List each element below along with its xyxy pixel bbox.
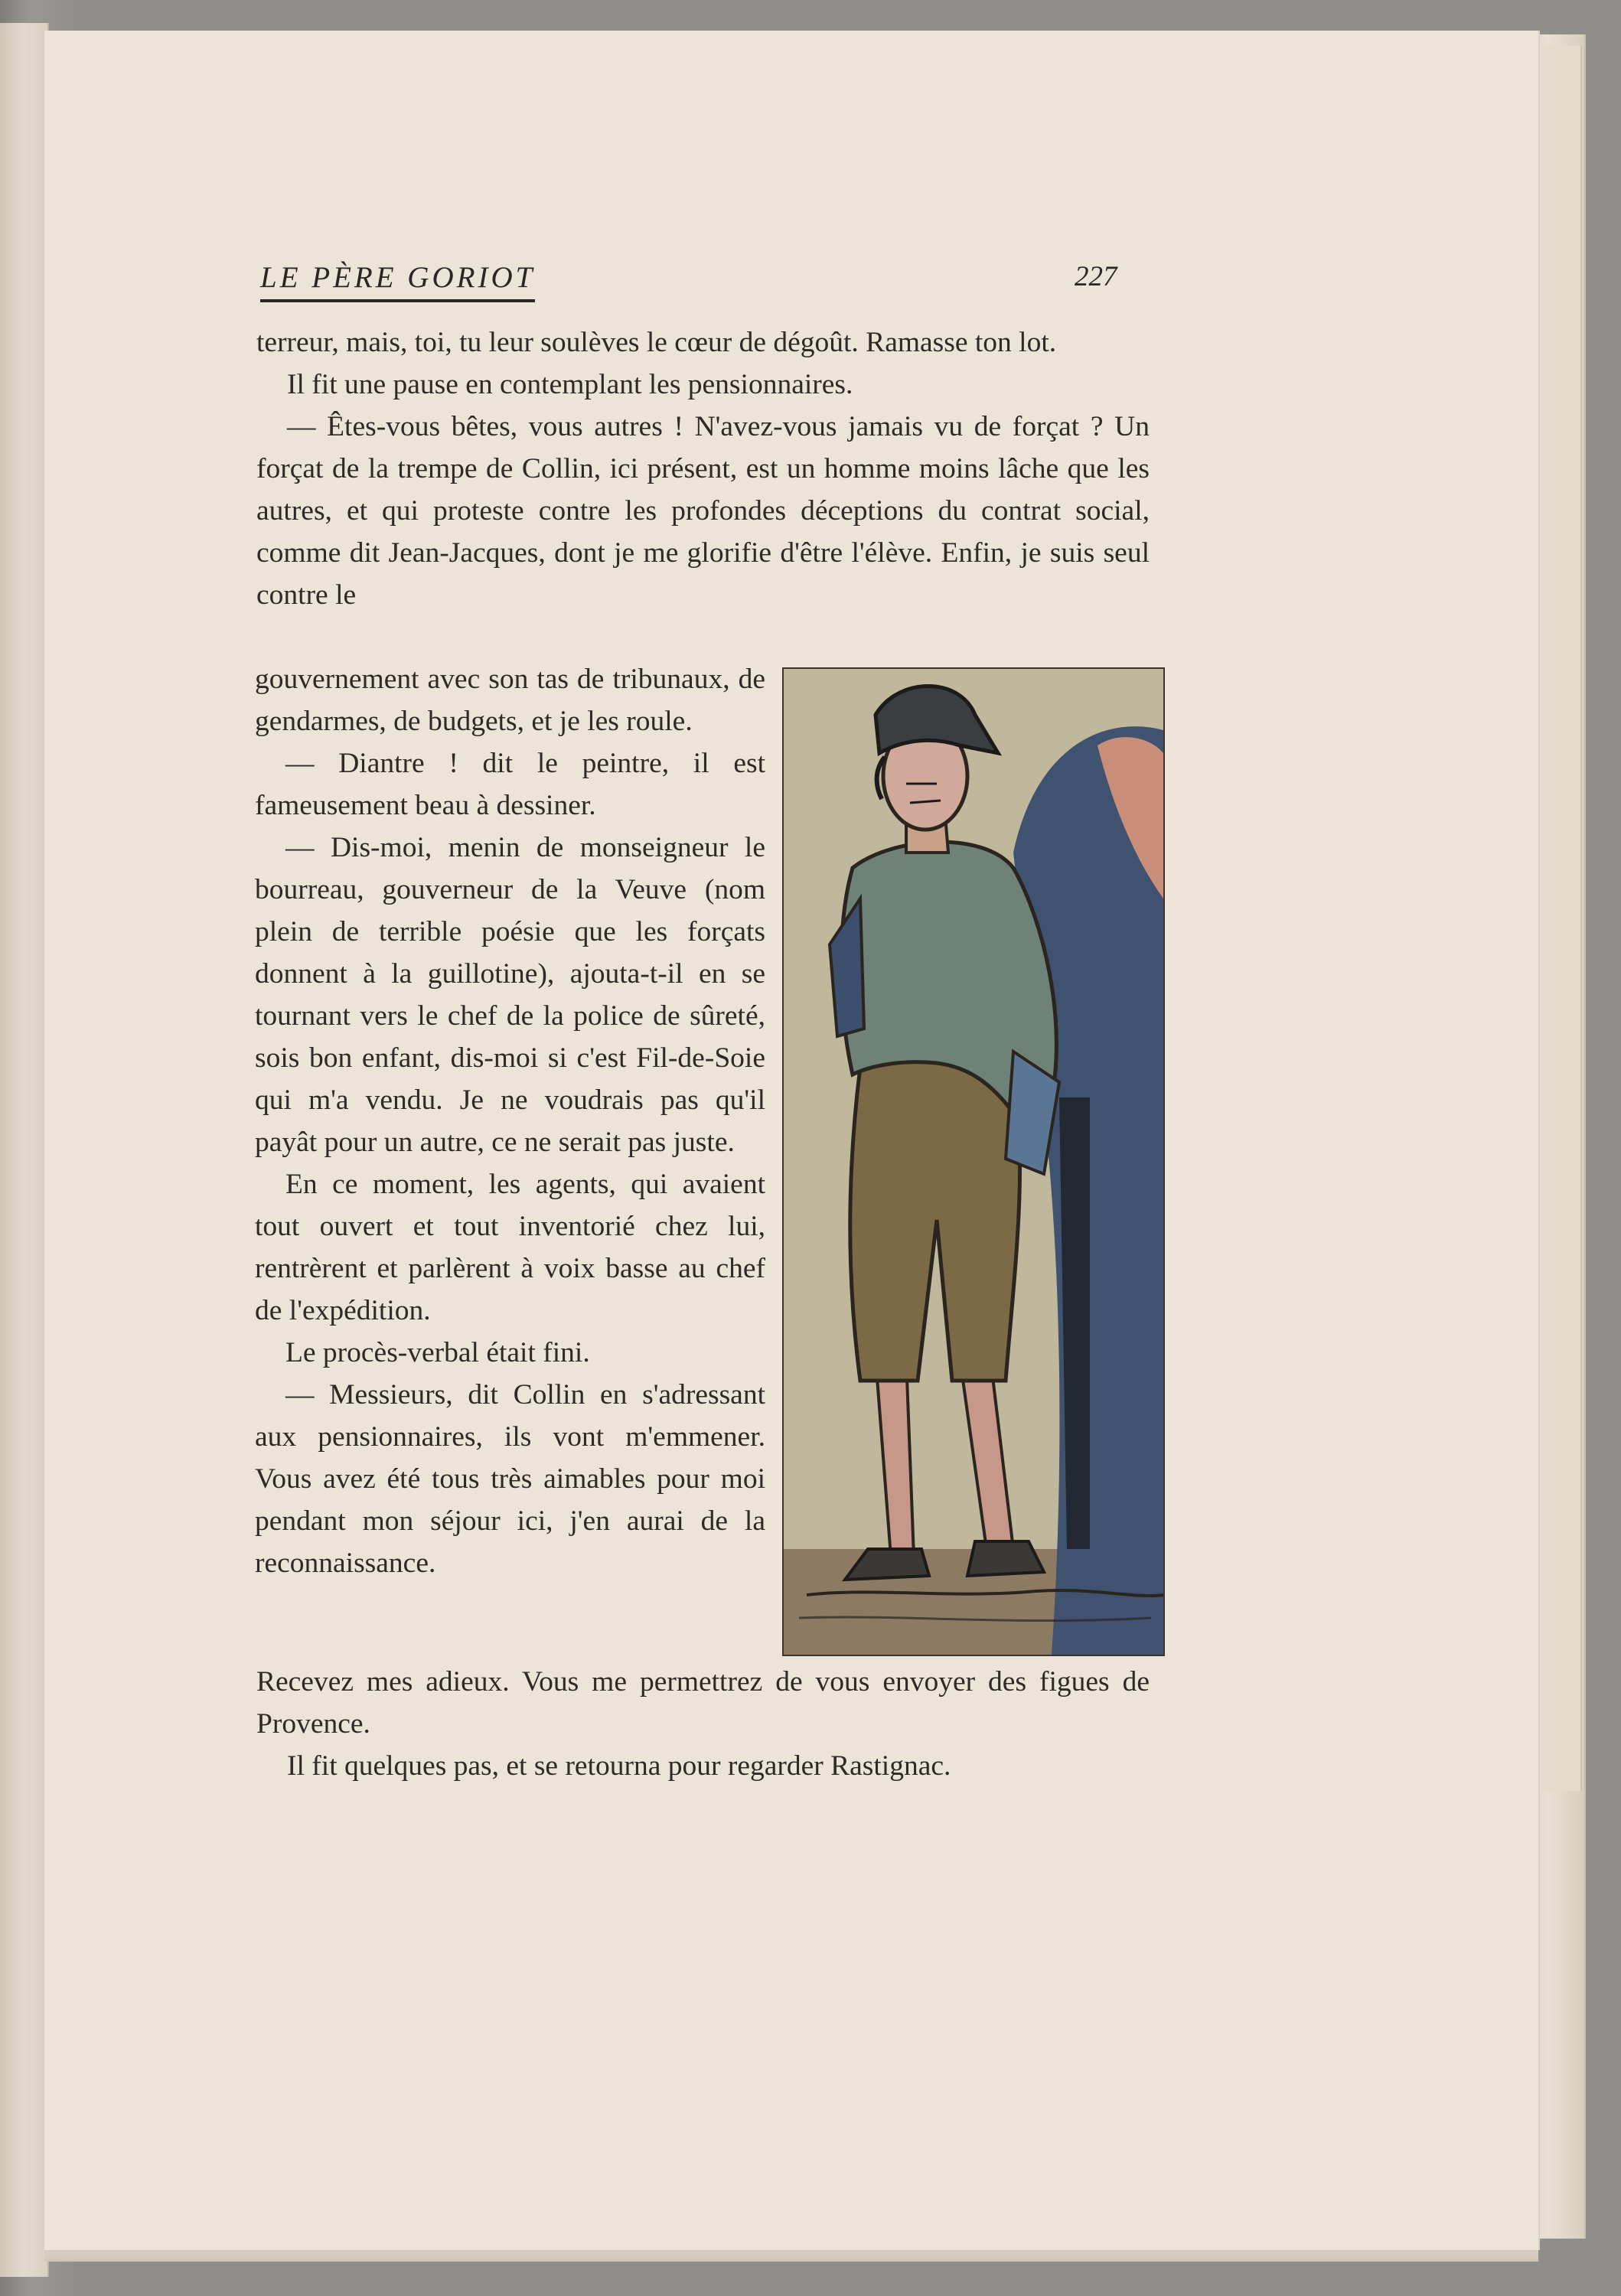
paragraph: — Messieurs, dit Collin en s'adressant aux pensionnaires, ils vont m'emmener. Vous avez été tous très aimables pour moi pendant mon séjour ici, j'en aurai de la reconnaissance. [255,1379,765,1579]
paragraph: — Dis-moi, menin de monseigneur le bourreau, gouverneur de la Veuve (nom plein de terrible poésie que les forçats donnent à la guillotine), ajouta-t-il en se tournant vers le chef de la police de sûreté, sois bon enfant, dis-moi si c'est Fil-de-Soie qui m'a vendu. Je ne voudrais pas qu'il payât pour un autre, ce ne serait pas juste. [255,832,765,1158]
paragraph: Recevez mes adieux. Vous me permettrez de vous envoyer des figues de Provence. [256,1666,1150,1740]
paragraph: — Diantre ! dit le peintre, il est fameusement beau à dessiner. [255,748,765,821]
paragraph: Il fit une pause en contemplant les pensionnaires. [287,369,853,400]
text-block-beside-illustration [255,658,765,1584]
page-number: 227 [1075,261,1117,292]
left-page-edge [0,23,49,2277]
text-block-top [256,321,1150,616]
paragraph: terreur, mais, toi, tu leur soulèves le cœur de dégoût. Ramasse ton lot. [256,327,1057,358]
paragraph: En ce moment, les agents, qui avaient tout ouvert et tout inventorié chez lui, rentrèrent et parlèrent à voix basse au chef de l'expédition. [255,1169,765,1326]
paragraph: Il fit quelques pas, et se retourna pour regarder Rastignac. [287,1750,951,1782]
paragraph: — Êtes-vous bêtes, vous autres ! N'avez-vous jamais vu de forçat ? Un forçat de la trempe de Collin, ici présent, est un homme moins lâche que les autres, et qui proteste contre les profondes déceptions du contrat social, comme dit Jean-Jacques, dont je me glorifie d'être l'élève. Enfin, je suis seul contre le [256,411,1150,611]
paragraph: gouvernement avec son tas de tribunaux, de gendarmes, de budgets, et je les roule. [255,664,765,737]
right-page-leaf-inner [1538,46,1582,1791]
convict-illustration [782,667,1165,1656]
running-head: LE PÈRE GORIOT [260,260,535,302]
paragraph: Le procès-verbal était fini. [285,1337,590,1368]
text-block-bottom [256,1661,1150,1787]
convict-figure-drawing [784,669,1163,1655]
